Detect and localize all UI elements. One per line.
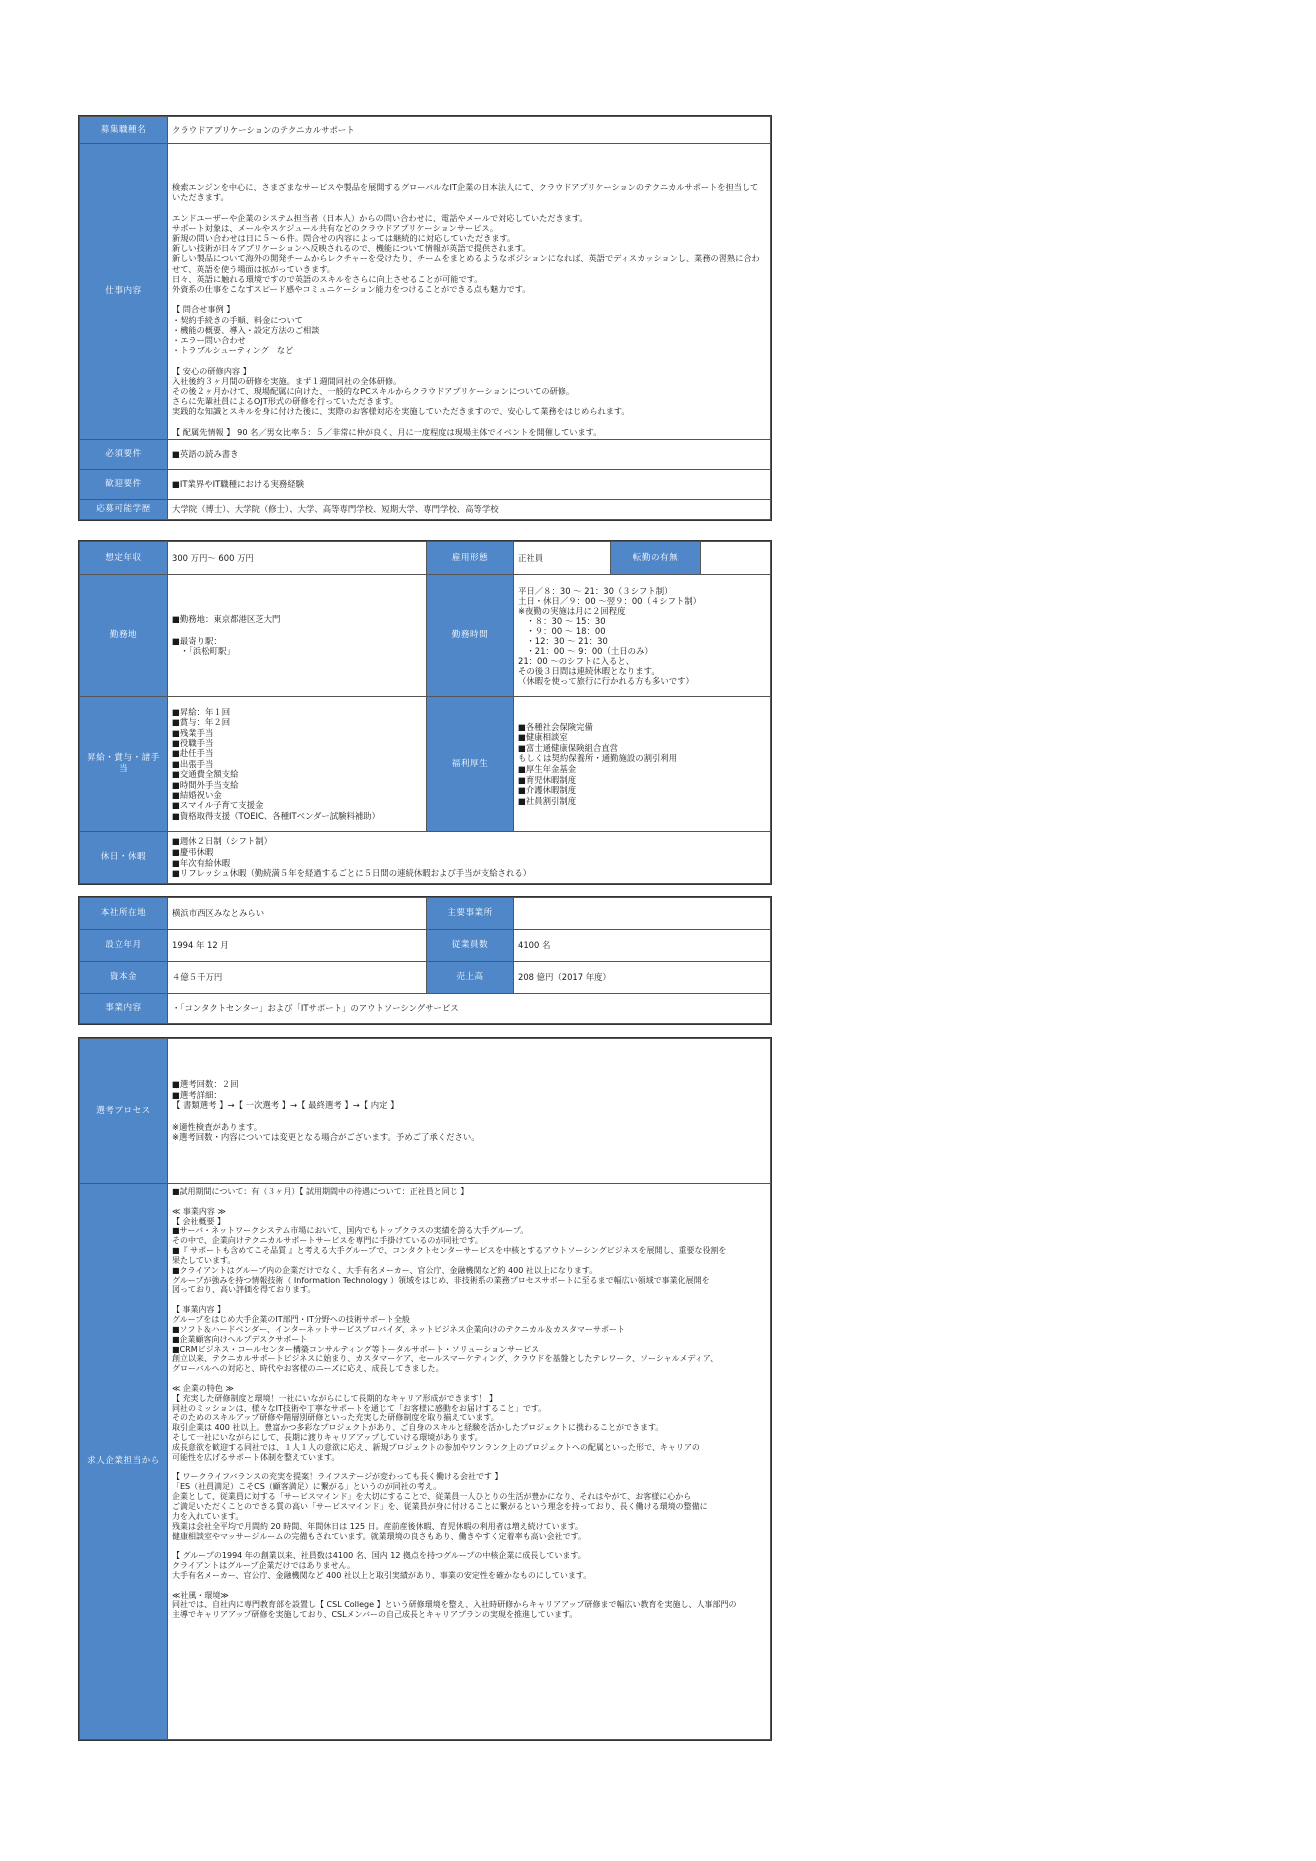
job-content-label: 仕事内容 [80,144,168,440]
message-label: 求人企業担当から [80,1184,168,1740]
office-value [514,898,771,930]
holiday-value: ■週休２日制（シフト制） ■慶弔休暇 ■年次有給休暇 ■リフレッシュ休暇（勤続満５年を経過するごとに５日間の連続休暇および手当が支給される） [168,832,771,884]
founded-value: 1994 年 12 月 [168,930,427,962]
employees-value: 4100 名 [514,930,771,962]
hours-label: 勤務時間 [427,575,514,697]
founded-label: 設立年月 [80,930,168,962]
pay-value: ■昇給：年１回 ■賞与：年２回 ■残業手当 ■役職手当 ■赴任手当 ■出張手当 ■交通費全額支給 ■時間外手当支給 ■結婚祝い金 ■スマイル子育て支援金 ■資格取得支援（TOEIC、各種ITベンダー試験料補助） [168,697,427,832]
required-value: ■英語の読み書き [168,440,771,470]
location-label: 勤務地 [80,575,168,697]
job-content-value: 検索エンジンを中心に、さまざまなサービスや製品を展開するグローバルなIT企業の日本法人にて、クラウドアプリケーションのテクニカルサポートを担当していただきます。 エンドユーザーや企業のシステム担当者（日本人）からの問い合わせに、電話やメールで対応していただきます。 サポート対象は、メールやスケジュール共有などのクラウドアプリケーションサービス。 新規の問い合わせは日に５～６件。問合せの内容によっては継続的に対応していただきます。 新しい技術が日々アプリケーションへ反映されるので、機能について情報が英語で提供されます。 新しい製品について海外の開発チームからレクチャーを受けたり、チームをまとめるようなポジションになれば、英語でディスカッションし、業務の習熟に合わせて、英語を使う場面は拡がっていきます。 日々、英語に触れる環境ですので英語のスキルをさらに向上させることが可能です。 外資系の仕事をこなすスピード感やコミュニケーション能力をつけることができる点も魅力です。 【 問合せ事例 】 ・契約手続きの手順、料金について ・機能の概要、導入・設定方法のご相談 ・エラー問い合わせ ・トラブルシューティング など 【 安心の研修内容 】 入社後約３ヶ月間の研修を実施。まず１週間同社の全体研修。 その後２ヶ月かけて、現場配属に向けた、一般的なPCスキルからクラウドアプリケーションについての研修。 さらに先輩社員によるOJT形式の研修を行っていただきます。 実践的な知識とスキルを身に付けた後に、実際のお客様対応を実施していただきますので、安心して業務をはじめられます。 【 配属先情報 】 90 名／男女比率５：５／非常に仲が良く、月に一度程度は現場主体でイベントを開催しています。 [168,144,771,440]
business-value: ・「コンタクトセンター」および「ITサポート」のアウトソーシングサービス [168,994,771,1024]
location-value: ■勤務地：東京都港区芝大門 ■最寄り駅： ・「浜松町駅」 [168,575,427,697]
required-label: 必須要件 [80,440,168,470]
job-title-value: クラウドアプリケーションのテクニカルサポート [168,117,771,144]
holiday-label: 休日・休暇 [80,832,168,884]
office-label: 主要事業所 [427,898,514,930]
sales-label: 売上高 [427,962,514,994]
welcome-value: ■IT業界やIT職種における実務経験 [168,470,771,500]
welfare-label: 福利厚生 [427,697,514,832]
sales-value: 208 億円（2017 年度） [514,962,771,994]
education-value: 大学院（博士）、大学院（修士）、大学、高等専門学校、短期大学、専門学校、高等学校 [168,500,771,520]
hq-value: 横浜市西区みなとみらい [168,898,427,930]
employees-label: 従業員数 [427,930,514,962]
conditions-section [78,540,772,885]
job-title-label: 募集職種名 [80,117,168,144]
transfer-label: 転勤の有無 [611,542,701,575]
process-value: ■選考回数：２回 ■選考詳細： 【 書類選考 】→【 一次選考 】→【 最終選考 】→【 内定 】 ※適性検査があります。 ※選考回数・内容については変更となる場合がございます。予めご了承ください。 [168,1039,771,1184]
salary-value: 300 万円～ 600 万円 [168,542,427,575]
welfare-value: ■各種社会保険完備 ■健康相談室 ■富士通健康保険組合直営 もしくは契約保養所・通勤施設の割引利用 ■厚生年金基金 ■育児休暇制度 ■介護休暇制度 ■社員割引制度 [514,697,771,832]
message-value: ■試用期間について：有（３ヶ月）【 試用期間中の待遇について：正社員と同じ 】 ≪ 事業内容 ≫ 【 会社概要 】 ■サーバ・ネットワークシステム市場において、国内でもトップクラスの実績を誇る大手グループ。 その中で、企業向けテクニカルサポートサービスを専門に手掛けているのが同社です。 ■『 サポートも含めてこそ品質 』と考える大手グループで、コンタクトセンターサービスを中核とするアウトソーシングビジネスを展開し、重要な役割を 果たしています。 ■クライアントはグループ内の企業だけでなく、大手有名メーカー、官公庁、金融機関など約 400 社以上になります。 グループが強みを持つ情報技術（ Information Technology ）領域をはじめ、非技術系の業務プロセスサポートに至るまで幅広い領域で事業化展開を 図っており、高い評価を得ております。 【 事業内容 】 グループをはじめ大手企業のIT部門・IT分野への技術サポート全般 ■ソフト＆ハードベンダー、インターネットサービスプロバイダ、ネットビジネス企業向けのテクニカル＆カスタマーサポート ■企業顧客向けヘルプデスクサポート ■CRMビジネス・コールセンター構築コンサルティング等トータルサポート・ソリューションサービス 創立以来、テクニカルサポートビジネスに始まり、カスタマーケア、セールスマーケティング、クラウドを基盤としたテレワーク、ソーシャルメディア、 グローバルへの対応と、時代やお客様のニーズに応え、成長してきました。 ≪ 企業の特色 ≫ 【 充実した研修制度と環境！一社にいながらにして長期的なキャリア形成ができます！ 】 同社のミッションは、様々なIT技術や丁寧なサポートを通じて「お客様に感動をお届けすること」です。 そのためのスキルアップ研修や階層別研修といった充実した研修制度を取り揃えています。 取引企業は 400 社以上。豊富かつ多彩なプロジェクトがあり、ご自身のスキルと経験を活かしたプロジェクトに携わることができます。 そして一社にいながらにして、長期に渡りキャリアアップしていける環境があります。 成長意欲を歓迎する同社では、１人１人の意欲に応え、新規プロジェクトの参加やワンランク上のプロジェクトへの配属といった形で、キャリアの 可能性を広げるサポート体制を整えています。 【 ワークライフバランスの充実を提案！ライフステージが変わっても長く働ける会社です 】 「ES（社員満足）こそCS（顧客満足）に繋がる」というのが同社の考え。 企業として、従業員に対する「サービスマインド」を大切にすることで、従業員一人ひとりの生活が豊かになり、それはやがて、お客様に心から ご満足いただくことのできる質の高い「サービスマインド」を、従業員が身に付けることに繋がるという理念を持っており、長く働ける環境の整備に 力を入れています。 残業は会社全平均で月間約 20 時間、年間休日は 125 日。産前産後休暇、育児休暇の利用者は増え続けています。 健康相談室やマッサージルームの完備もされています。就業環境の良さもあり、働きやすく定着率も高い会社です。 【 グループの1994 年の創業以来、社員数は4100 名、国内 12 拠点を持つグループの中核企業に成長しています。 クライアントはグループ企業だけではありません。 大手有名メーカー、官公庁、金融機関など 400 社以上と取引実績があり、事業の安定性を確かなものにしています。 ≪社風・環境≫ 同社では、自社内に専門教育部を設置し【 CSL College 】という研修環境を整え、入社時研修からキャリアアップ研修まで幅広い教育を実施し、人事部門の 主導でキャリアアップ研修を実施しており、CSLメンバーの自己成長とキャリアプランの実現を推進しています。 [168,1184,771,1740]
education-label: 応募可能学歴 [80,500,168,520]
selection-section [78,1037,772,1741]
company-section [78,896,772,1025]
employment-label: 雇用形態 [427,542,514,575]
process-label: 選考プロセス [80,1039,168,1184]
capital-label: 資本金 [80,962,168,994]
job-section [78,115,772,521]
capital-value: ４億５千万円 [168,962,427,994]
transfer-value [701,542,771,575]
pay-label: 昇給・賞与・諸手当 [80,697,168,832]
employment-value: 正社員 [514,542,611,575]
hours-value: 平日／８：30 ～ 21：30（３シフト制） 土日・休日／９：00 ～翌９：00（４シフト制） ※夜勤の実施は月に２回程度 ・８：30 ～ 15：30 ・９：00 ～ 18：00 ・12：30 ～ 21：30 ・21：00 ～ 9：00（土日のみ） 21：00 ～のシフトに入ると、 その後３日間は連続休暇となります。 （休暇を使って旅行に行かれる方も多いです） [514,575,771,697]
hq-label: 本社所在地 [80,898,168,930]
welcome-label: 歓迎要件 [80,470,168,500]
salary-label: 想定年収 [80,542,168,575]
business-label: 事業内容 [80,994,168,1024]
